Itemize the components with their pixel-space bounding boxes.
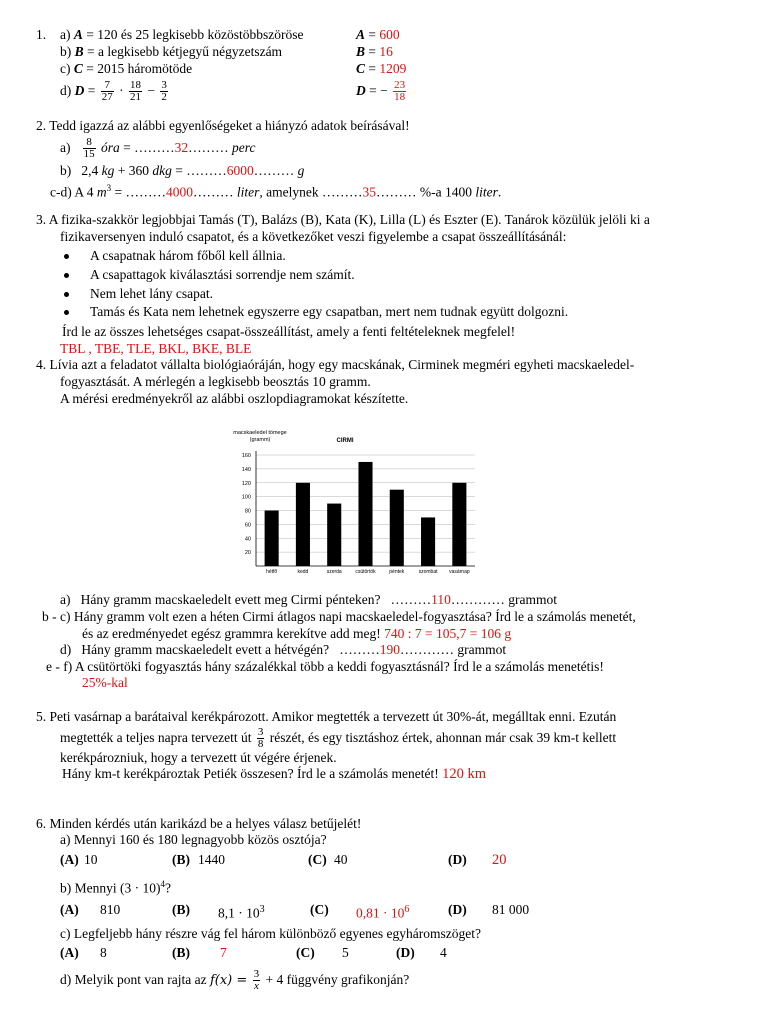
q1d-label: d) <box>60 83 72 98</box>
q1d-var: D <box>74 83 85 98</box>
q4a-dots-2: ………… grammot <box>450 592 558 607</box>
q4d-line <box>60 642 506 658</box>
q6b-sup: 4 <box>160 879 165 889</box>
y-tick-label: 80 <box>244 508 251 515</box>
q5-line-2a: megtették a teljes napra tervezett út <box>60 730 252 745</box>
q3-bullet-2: A csapattagok kiválasztási sorrendje nem számít. <box>90 267 355 282</box>
bar <box>358 462 372 566</box>
q2a-label: a) <box>60 140 71 155</box>
q3-bullet-4: Tamás és Kata nem lehetnek egyszerre egy csapatban, mert nem tudnak együtt dolgozni. <box>90 304 569 319</box>
x-tick-label: szerda <box>326 569 342 575</box>
q2a-dots: ……… <box>188 140 233 155</box>
q4a-dots-1: ……… <box>390 592 432 607</box>
q2b-answer: 6000 <box>226 163 254 178</box>
q6c-option-d-value[interactable]: 4 <box>440 945 447 960</box>
q4ef-text: A csütörtöki fogyasztás hány százalékkal több a keddi fogyasztásnál? Írd le a számolás menetétis! <box>74 659 604 674</box>
q1b-answer-var: B <box>356 44 366 59</box>
q1d-minus: − <box>147 83 155 98</box>
q1c-label: c) <box>60 61 71 76</box>
q2cd-dots-1: ……… <box>193 184 237 200</box>
q6a-option-d-value[interactable]: 20 <box>492 852 507 868</box>
q1c-answer <box>356 61 406 77</box>
q4bc-line-1 <box>42 609 636 625</box>
q2a-answer: 32 <box>174 140 189 155</box>
q1a-answer-eq: = <box>368 27 377 42</box>
q6c-option-b-letter[interactable]: (B) <box>172 945 190 960</box>
q4ef-answer: 25%-kal <box>82 675 128 690</box>
q4-line-1: 4. Lívia azt a feladatot vállalta biológiaóráján, hogy egy macskának, Cirminek megméri egyheti macskaeledel- <box>36 357 635 372</box>
q1d-fraction-2: $\frac{18}{21}$ <box>130 79 141 104</box>
q2cd-dots-2: ……… %-a 1400 <box>376 184 472 200</box>
q5-line-1: 5. Peti vasárnap a barátaival kerékpározott. Amikor megtették a tervezett út 30%-át, megálltak enni. Ezután <box>36 709 617 724</box>
q1d-line <box>60 77 170 105</box>
x-tick-label: vasárnap <box>449 569 470 575</box>
q5-fraction: $\frac{3}{8}$ <box>257 726 264 751</box>
q2cd-text-2: , amelynek ……… <box>259 184 363 200</box>
q1c-var: C <box>73 61 83 76</box>
q2cd-end: . <box>497 184 502 200</box>
q4d-answer: 190 <box>379 642 401 657</box>
q1d-answer-var: D <box>356 83 366 98</box>
q6c-option-c-value[interactable]: 5 <box>342 945 349 960</box>
q6d-fx: f(x) = <box>209 973 248 988</box>
x-tick-label: szombat <box>418 569 438 575</box>
q5-line-2 <box>60 724 616 752</box>
q1b-answer <box>356 44 393 60</box>
y-axis-label: macskaeledel tömege <box>233 430 287 436</box>
q6c-option-a-letter[interactable]: (A) <box>60 945 79 960</box>
bar <box>421 517 435 566</box>
q4bc-line-2 <box>82 626 511 642</box>
q6c-option-c-letter[interactable]: (C) <box>296 945 315 960</box>
q2cd-eq: = ……… <box>114 184 167 200</box>
q6a-option-b-value[interactable]: 1440 <box>198 852 225 867</box>
q3-bullet-3: Nem lehet lány csapat. <box>90 286 213 301</box>
q2b-line <box>60 163 304 179</box>
q6b-option-d-value[interactable]: 81 000 <box>492 902 530 917</box>
q1c-answer-var: C <box>356 61 366 76</box>
q1c-text: = 2015 háromötöde <box>86 61 193 76</box>
chart-title: CIRMI <box>336 438 354 444</box>
q4bc-label: b - c) <box>42 609 71 624</box>
x-tick-label: kedd <box>297 569 309 575</box>
q2b-label: b) <box>60 163 72 178</box>
bar <box>296 483 310 566</box>
q1b-line <box>60 44 282 60</box>
q1d-answer <box>356 77 408 105</box>
q2b-value-1: 2,4 <box>81 163 99 178</box>
q6a-option-a-letter[interactable]: (A) <box>60 852 79 867</box>
q6b-option-c-letter[interactable]: (C) <box>310 902 329 917</box>
q6b-expr: (3 · 10) <box>120 880 161 896</box>
q4ef-label: e - f) <box>46 659 73 674</box>
q2cd-sup: 3 <box>106 183 112 193</box>
q1a-var: A <box>73 27 83 42</box>
q2a-unit-perc: perc <box>232 140 256 155</box>
q6b-text-1: b) Mennyi <box>60 880 117 896</box>
q1d-answer-fraction: $\frac{23}{18}$ <box>394 79 406 104</box>
q6d-text-2: függvény grafikonján? <box>286 972 410 987</box>
q2b-value-2: + 360 <box>117 163 149 178</box>
q4ef-line <box>46 659 604 675</box>
q2cd-line <box>50 180 501 201</box>
y-axis-label-unit: (gramm) <box>249 437 271 443</box>
q2a-unit-ora: óra <box>101 140 120 155</box>
q1b-label: b) <box>60 44 72 59</box>
q4a-label: a) <box>60 592 71 607</box>
x-tick-label: hétfő <box>266 569 278 575</box>
q6b-text-2: ? <box>165 880 171 896</box>
q1-number: 1. <box>36 27 47 42</box>
q1a-label: a) <box>60 27 71 42</box>
q6a-question: a) Mennyi 160 és 180 legnagyobb közös osztója? <box>60 832 327 847</box>
q3-instruction: Írd le az összes lehetséges csapat-összeállítást, amely a fenti feltételeknek megfelel! <box>62 324 516 339</box>
q6c-options <box>60 945 560 963</box>
q4bc-text-2: és az eredményedet egész grammra kerekítve add meg! <box>82 626 381 641</box>
q2b-unit-g: g <box>297 163 305 178</box>
q6b-option-a-letter[interactable]: (A) <box>60 902 79 917</box>
q1a-answer-var: A <box>356 27 366 42</box>
y-tick-label: 40 <box>244 536 251 543</box>
q1d-answer-eq: = − <box>369 83 388 98</box>
q5-answer: 120 km <box>442 766 487 782</box>
q6a-option-a-value[interactable]: 10 <box>84 852 98 867</box>
q2cd-unit-liter: liter <box>236 184 260 200</box>
q2cd-text-1: A 4 <box>74 184 94 200</box>
q2b-dots: ……… <box>253 163 298 178</box>
q4a-text: Hány gramm macskaeledelt evett meg Cirmi pénteken? <box>80 592 381 607</box>
q6b-option-c-value[interactable]: $0,81 \cdot 10^6$ <box>356 904 410 921</box>
q1a-line <box>60 27 303 43</box>
q5-line-3: kerékpározniuk, hogy a tervezett út végére érjenek. <box>60 750 337 765</box>
q6-title: 6. Minden kérdés után karikázd be a helyes válasz betűjelét! <box>36 816 362 831</box>
q2cd-unit-liter-2: liter <box>475 184 498 200</box>
q4bc-text: Hány gramm volt ezen a héten Cirmi átlagos napi macskaeledel-fogyasztása? Írd le a számolás menetét, <box>73 609 636 624</box>
q3-answer: TBL , TBE, TLE, BKL, BKE, BLE <box>60 341 252 356</box>
q6b-options <box>60 902 580 922</box>
q4d-text: Hány gramm macskaeledelt evett a hétvégén? <box>81 642 330 657</box>
q1d-fraction-1: $\frac{7}{27}$ <box>101 79 113 104</box>
q3-line-2: fizikaversenyen induló csapatot, és a következőket veszi figyelembe a csapat összeállításánál: <box>60 229 567 244</box>
y-tick-label: 20 <box>244 550 251 557</box>
q2b-unit-kg: kg <box>101 163 115 178</box>
bar <box>390 490 404 566</box>
q2cd-label: c-d) <box>50 184 72 200</box>
bar <box>265 511 279 567</box>
q1c-answer-eq: = <box>368 61 377 76</box>
q1d-eq: = <box>87 83 96 98</box>
y-tick-label: 140 <box>241 466 251 473</box>
q4bc-answer: 740 : 7 = 105,7 = 106 g <box>384 626 512 641</box>
q2a-eq: = ……… <box>123 140 175 155</box>
q4d-label: d) <box>60 642 72 657</box>
q1a-answer <box>356 27 400 43</box>
q6a-option-c-letter[interactable]: (C) <box>308 852 327 867</box>
q6d-plus-four: + 4 <box>265 972 284 987</box>
q6c-question: c) Legfeljebb hány részre vág fel három különböző egyenes egyháromszöget? <box>60 926 481 941</box>
q6a-option-b-letter[interactable]: (B) <box>172 852 190 867</box>
q1c-line <box>60 61 192 77</box>
q3-line-1: 3. A fizika-szakkör legjobbjai Tamás (T), Balázs (B), Kata (K), Lilla (L) és Eszter (E). Tanárok közülük jelöli ki a <box>36 212 650 227</box>
q2b-eq: = ……… <box>175 163 227 178</box>
bar <box>327 504 341 566</box>
q1a-answer-value: 600 <box>379 27 400 42</box>
q4d-dots-1: ……… <box>339 642 380 657</box>
y-tick-label: 120 <box>241 480 251 487</box>
q6b-question <box>60 876 171 897</box>
q3-bullet-1: A csapatnak három főből kell állnia. <box>90 248 286 263</box>
q2cd-answer-2: 35 <box>362 184 376 200</box>
x-tick-label: csütörtök <box>355 569 376 575</box>
q2b-unit-dkg: dkg <box>152 163 172 178</box>
bar-chart <box>230 425 480 585</box>
y-tick-label: 100 <box>241 494 251 501</box>
q6b-option-b-value[interactable]: $8,1 \cdot 10^3$ <box>218 904 265 921</box>
y-tick-label: 160 <box>241 453 251 459</box>
q5-line-4 <box>62 766 486 782</box>
bar <box>452 483 466 566</box>
bullet-icon <box>64 310 69 315</box>
q1d-dot: · <box>119 83 124 98</box>
q6d-fraction: $\frac{3}{x}$ <box>253 968 260 993</box>
q2a-fraction: $\frac{8}{15}$ <box>83 136 95 161</box>
q6a-options <box>60 852 560 870</box>
q6b-option-a-value[interactable]: 810 <box>100 902 121 917</box>
bullet-icon <box>64 292 69 297</box>
bullet-icon <box>64 254 69 259</box>
q6d-question <box>60 966 409 995</box>
y-tick-label: 60 <box>244 522 251 529</box>
q6b-option-d-letter[interactable]: (D) <box>448 902 467 917</box>
q1b-text: = a legkisebb kétjegyű négyzetszám <box>87 44 283 59</box>
x-tick-label: péntek <box>389 569 405 575</box>
q4a-line <box>60 592 557 608</box>
q2cd-answer-1: 4000 <box>166 184 194 200</box>
q1c-answer-value: 1209 <box>379 61 407 76</box>
q1b-var: B <box>74 44 84 59</box>
q2-title: 2. Tedd igazzá az alábbi egyenlőségeket a hiányzó adatok beírásával! <box>36 118 410 133</box>
q6a-option-c-value[interactable]: 40 <box>334 852 348 867</box>
q4-line-2: fogyasztását. A mérlegén a legkisebb beosztás 10 gramm. <box>60 374 371 389</box>
q4a-answer: 110 <box>431 592 451 607</box>
q6c-option-d-letter[interactable]: (D) <box>396 945 415 960</box>
q5-line-2b: részét, és egy tisztáshoz értek, ahonnan már csak 39 km-t kellett <box>269 730 617 745</box>
q2cd-unit-m: m <box>96 184 107 200</box>
q6b-option-b-letter[interactable]: (B) <box>172 902 190 917</box>
q2a-line <box>60 134 256 162</box>
q6c-option-a-value[interactable]: 8 <box>100 945 107 960</box>
q4d-dots-2: ………… grammot <box>400 642 507 657</box>
q6d-text-1: d) Melyik pont van rajta az <box>60 972 207 987</box>
q6c-option-b-value[interactable]: 7 <box>220 945 227 960</box>
q1b-answer-value: 16 <box>379 44 393 59</box>
q1d-fraction-3: $\frac{3}{2}$ <box>161 79 167 104</box>
q4-line-3: A mérési eredményekről az alábbi oszlopdiagramokat készítette. <box>60 391 409 406</box>
q1b-answer-eq: = <box>368 44 377 59</box>
q5-question: Hány km-t kerékpároztak Petiék összesen? Írd le a számolás menetét! <box>62 766 439 781</box>
q6a-option-d-letter[interactable]: (D) <box>448 852 467 867</box>
q1a-text: = 120 és 25 legkisebb közöstöbbszöröse <box>86 27 304 42</box>
bullet-icon <box>64 273 69 278</box>
